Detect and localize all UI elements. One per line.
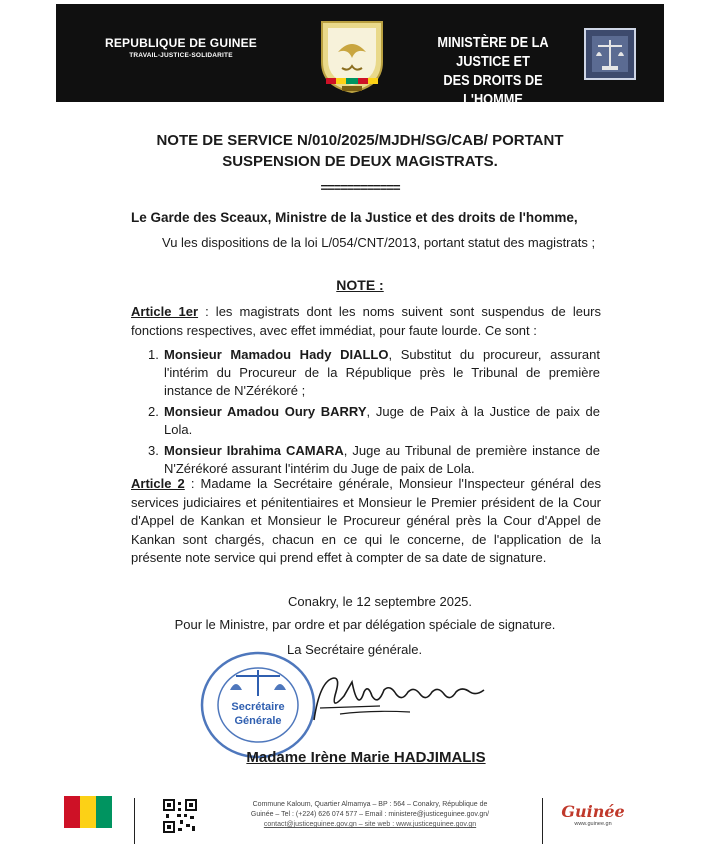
list-item: 1. Monsieur Mamadou Hady DIALLO, Substitut du procureur, assurant l'intérim du Procureur de la République près le Tribunal de première instance de N'Zérékoré ; xyxy=(148,347,600,398)
article-1-label: Article 1er xyxy=(131,304,199,319)
national-motto: TRAVAIL-JUSTICE-SOLIDARITE xyxy=(129,52,233,59)
document-footer xyxy=(0,790,720,850)
footer-divider xyxy=(542,798,543,844)
garde-des-sceaux-line: Le Garde des Sceaux, Ministre de la Justice et des droits de l'homme, xyxy=(131,210,578,225)
list-item: 2. Monsieur Amadou Oury BARRY, Juge de Paix à la Justice de paix de Lola. xyxy=(148,404,601,437)
handwritten-signature xyxy=(300,662,500,732)
title-line-2: SUSPENSION DE DEUX MAGISTRATS. xyxy=(222,153,498,170)
article-2-label: Article 2 xyxy=(131,476,185,491)
stamp-line-1: Secrétaire xyxy=(231,701,285,713)
letterhead-banner xyxy=(56,4,664,108)
magistrate-name: Monsieur Amadou Oury BARRY xyxy=(164,404,367,419)
brand-word: Guinée xyxy=(561,802,625,821)
ministry-logo-icon xyxy=(582,26,638,82)
article-1-text: : les magistrats dont les noms suivent sont suspendus de leurs fonctions respectives, avec effet immédiat, pour faute lourde. Ce sont : xyxy=(131,304,601,338)
brand-url[interactable]: www.guinee.gn xyxy=(574,821,612,827)
footer-address: Commune Kaloum, Quartier Almamya – BP : 564 – Conakry, République de Guinée – Tel : (+224) 626 074 577 – Email : ministere@justiceguinee.gov.gn/ contact@justiceguinee.gov.gn – site web : www.justiceguinee.gov.gn xyxy=(210,800,530,830)
qr-code-icon xyxy=(162,798,198,834)
visa-paragraph: Vu les dispositions de la loi L/054/CNT/2013, portant statut des magistrats ; xyxy=(162,235,596,250)
article-1 xyxy=(131,302,601,340)
country-block xyxy=(86,36,276,59)
secretary-title: La Secrétaire générale. xyxy=(287,642,423,657)
ministry-name xyxy=(418,34,568,110)
magistrate-name: Monsieur Mamadou Hady DIALLO xyxy=(164,347,389,362)
title-line-1: NOTE DE SERVICE N/010/2025/MJDH/SG/CAB/ PORTANT xyxy=(156,132,564,149)
magistrate-name: Monsieur Ibrahima CAMARA xyxy=(164,443,344,458)
ministry-line-2: DES DROITS DE L'HOMME xyxy=(443,73,543,108)
separator: ============ xyxy=(320,180,400,195)
article-2-text: : Madame la Secrétaire générale, Monsieur l'Inspecteur général des services judiciaires et pénitentiaires et Monsieur le Premier président de la Cour d'Appel de Kankan et Monsieur le Procureur général près la Cour d'Appel de Kankan sont chargés, chacun en ce qui le concerne, de l'application de la présente note service qui prend effet à compter de sa date de signature. xyxy=(131,476,601,565)
guinea-flag-icon xyxy=(64,796,112,828)
stamp-line-2: Générale xyxy=(234,715,282,727)
list-item: 3. Monsieur Ibrahima CAMARA, Juge au Tribunal de première instance de N'Zérékoré assurant l'intérim du Juge de paix de Lola. xyxy=(148,443,600,476)
guinee-brand-logo xyxy=(558,802,628,827)
delegation-line: Pour le Ministre, par ordre et par délégation spéciale de signature. xyxy=(174,617,556,632)
document-title xyxy=(100,130,620,172)
national-emblem-icon xyxy=(312,12,392,96)
magistrates-list xyxy=(150,346,600,481)
date-line: Conakry, le 12 septembre 2025. xyxy=(287,594,473,609)
article-2 xyxy=(131,475,601,568)
footer-divider xyxy=(134,798,135,844)
ministry-line-1: MINISTÈRE DE LA JUSTICE ET xyxy=(437,35,549,70)
signatory-name: Madame Irène Marie HADJIMALIS xyxy=(246,749,486,766)
footer-contact-link[interactable]: contact@justiceguinee.gov.gn – site web : www.justiceguinee.gov.gn xyxy=(263,821,477,828)
country-name: REPUBLIQUE DE GUINEE xyxy=(104,36,258,50)
note-heading: NOTE : xyxy=(336,277,384,293)
